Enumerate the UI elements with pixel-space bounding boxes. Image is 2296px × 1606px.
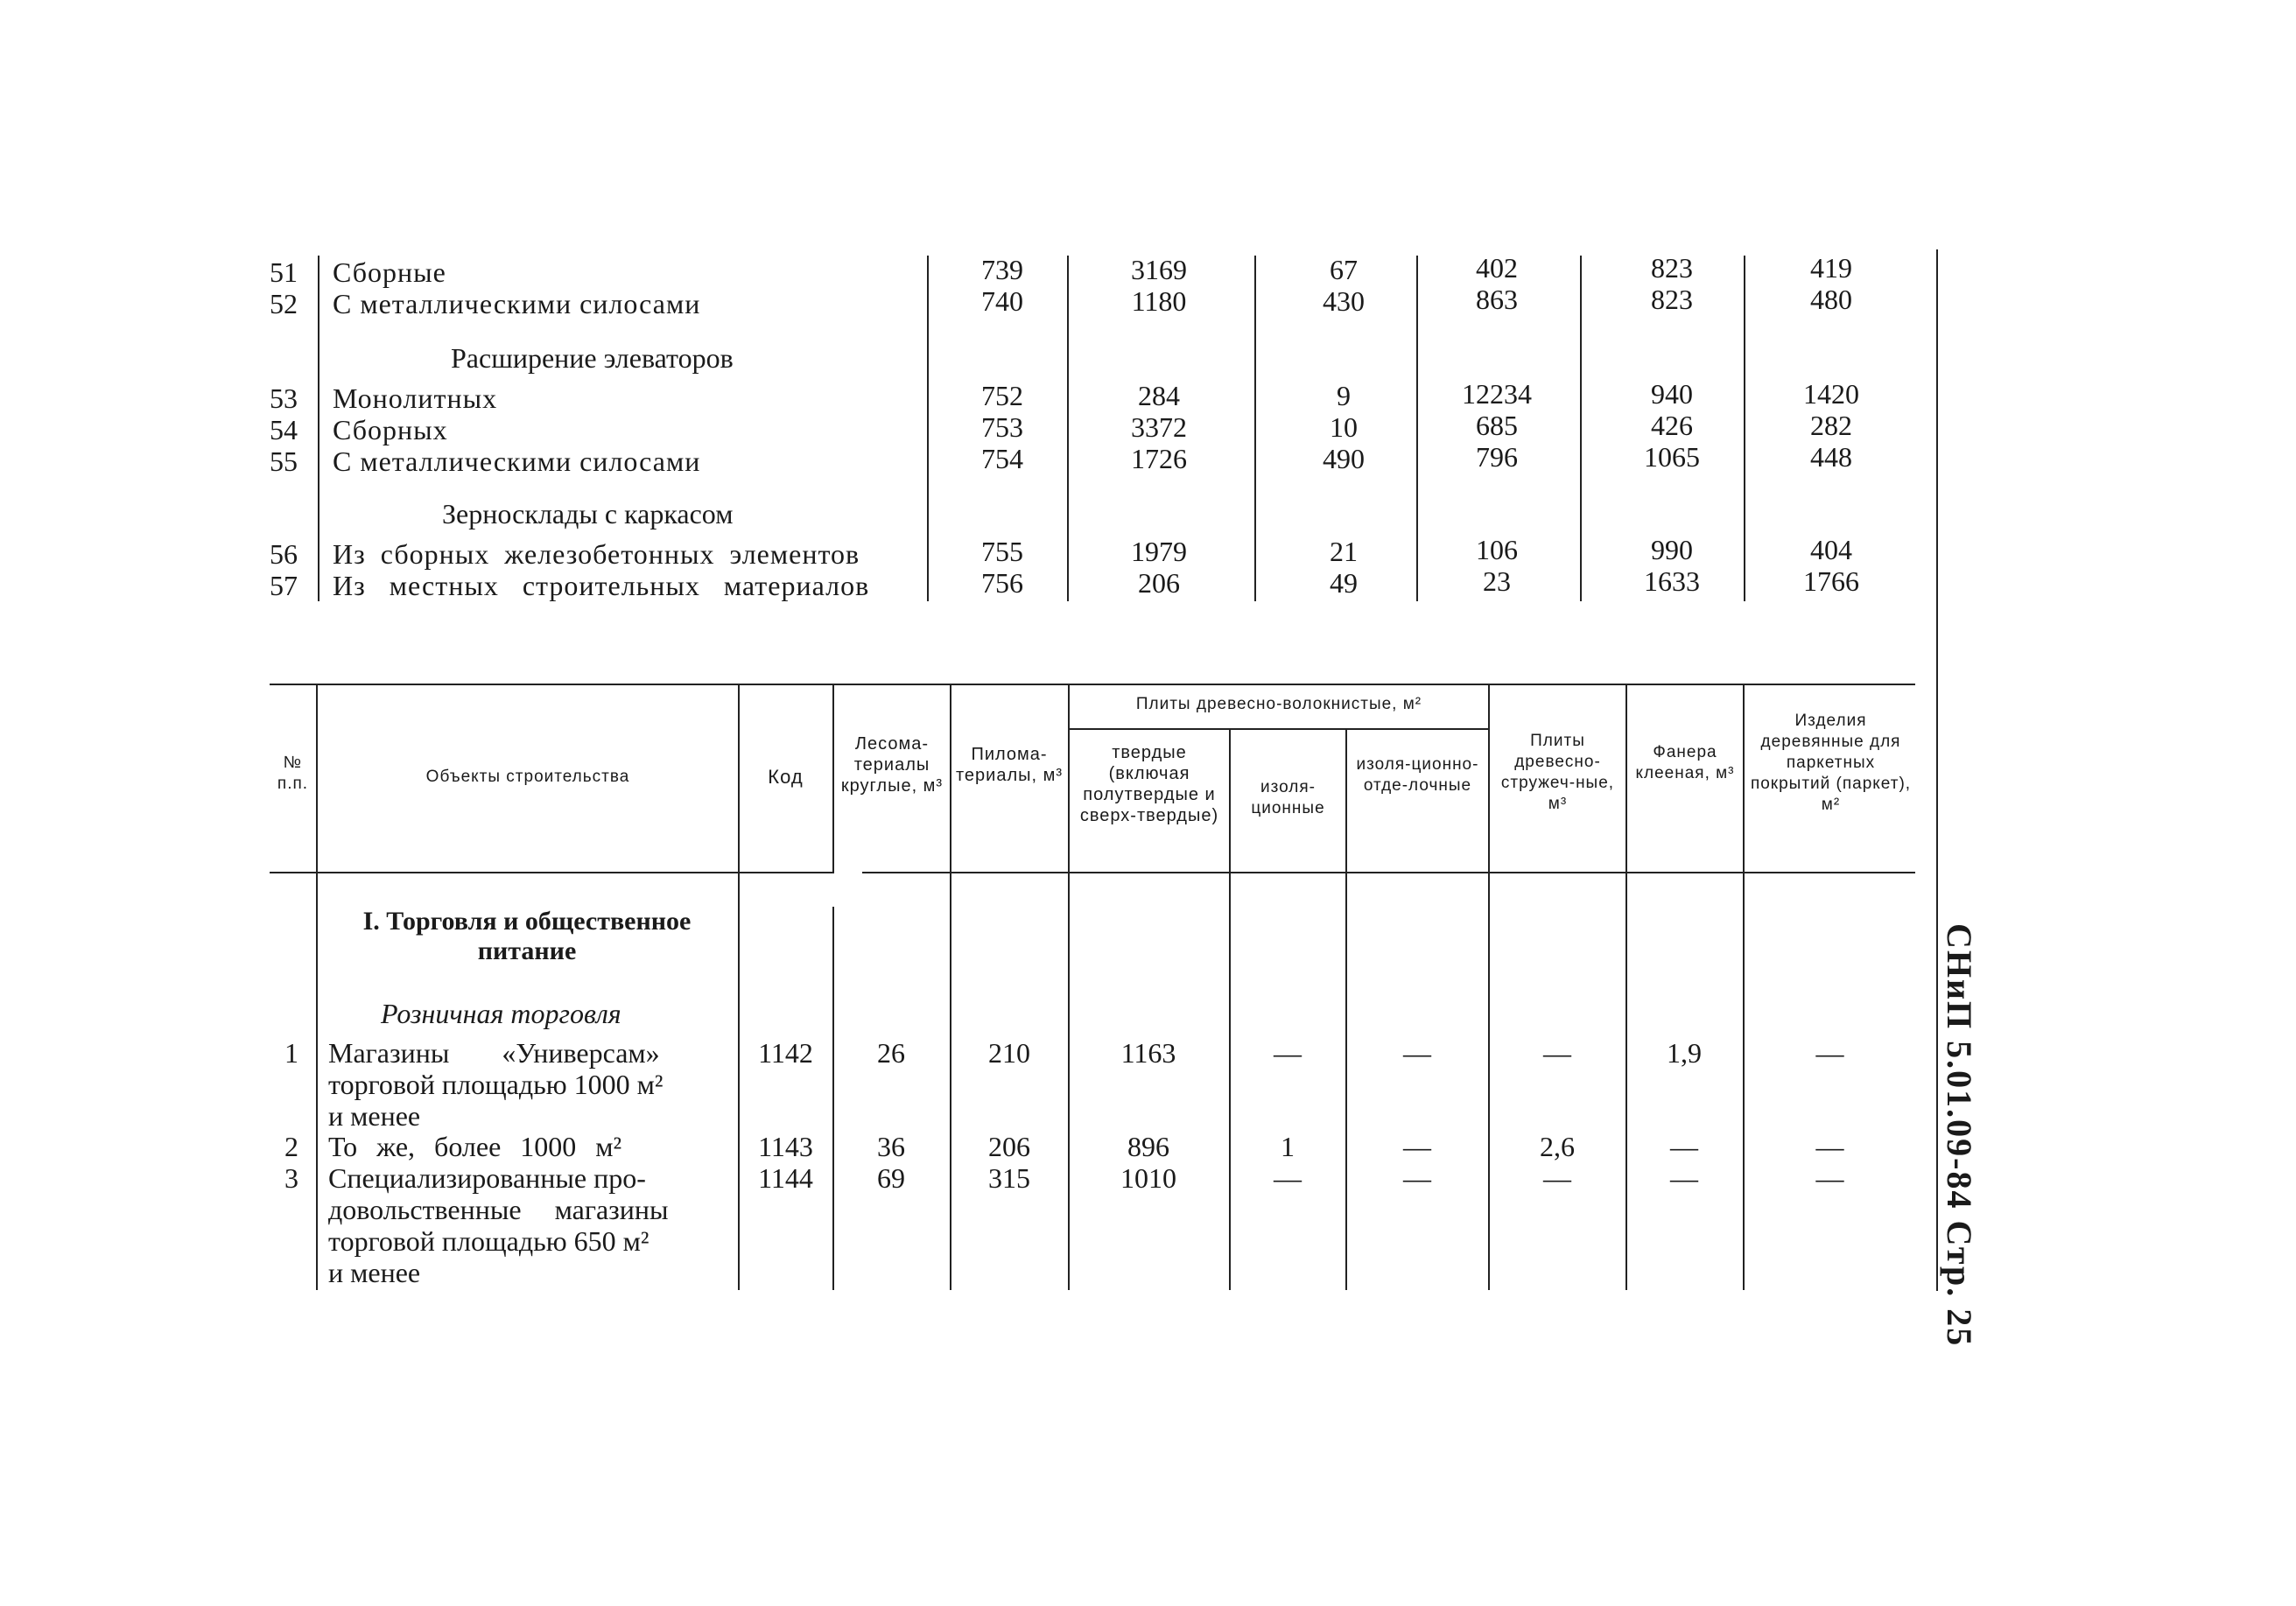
- subsection-title: Розничная торговля: [381, 998, 621, 1029]
- row-name-line: торговой площадью 1000 м²: [328, 1069, 664, 1100]
- cell-particle: —: [1543, 1162, 1571, 1194]
- cell: 426: [1651, 410, 1693, 441]
- cell: 3372: [1131, 411, 1187, 443]
- cell: 49: [1330, 567, 1358, 599]
- section-heading: Расширение элеваторов: [451, 342, 734, 374]
- fiberboard-group-rule: [1068, 728, 1488, 730]
- row-number: 2: [284, 1131, 298, 1162]
- header-plywood: Фанера клееная, м³: [1635, 743, 1735, 782]
- cell: 1979: [1131, 536, 1187, 567]
- cell: 21: [1330, 536, 1358, 567]
- row-name-line: То же, более 1000 м²: [328, 1131, 622, 1162]
- cell-code: 1143: [758, 1131, 813, 1162]
- cell: 282: [1810, 410, 1852, 441]
- cell-sawn: 206: [988, 1131, 1030, 1162]
- cell-fiber-insul: 1: [1281, 1131, 1295, 1162]
- hdr-rule: [832, 684, 834, 872]
- cell-particle: —: [1543, 1037, 1571, 1069]
- hdr-rule: [1345, 728, 1347, 872]
- header-fiber-insulating: изоля-ционные: [1251, 778, 1325, 817]
- cell: 106: [1476, 534, 1518, 565]
- cell-fiber-hard: 1010: [1120, 1162, 1176, 1194]
- cell-sawn: 315: [988, 1162, 1030, 1194]
- row-name-line: довольственные магазины: [328, 1194, 669, 1225]
- row-number: 1: [284, 1037, 298, 1069]
- cell: 823: [1651, 252, 1693, 284]
- row-number: 52: [270, 288, 298, 319]
- header-bottom-rule: [270, 872, 834, 873]
- cell: 430: [1323, 285, 1365, 317]
- cell-parquet: —: [1815, 1131, 1844, 1162]
- cell: 823: [1651, 284, 1693, 315]
- row-number: 53: [270, 382, 298, 414]
- body-rule: [950, 872, 951, 1290]
- header-bottom-rule: [862, 872, 1915, 873]
- body-rule: [1229, 872, 1231, 1290]
- page-right-rule: [1936, 249, 1938, 1291]
- row-name: Из сборных железобетонных элементов: [333, 538, 860, 570]
- rule-name: [927, 256, 929, 601]
- row-number: 54: [270, 414, 298, 445]
- cell: 448: [1810, 441, 1852, 473]
- cell: 419: [1810, 252, 1852, 284]
- body-rule: [316, 872, 318, 1290]
- row-name-line: и менее: [328, 1257, 421, 1288]
- header-num: № п.п.: [277, 754, 309, 793]
- header-parquet: Изделия деревянные для паркетных покрытий (паркет), м²: [1750, 712, 1912, 814]
- header-top-rule: [270, 684, 1915, 685]
- hdr-rule: [1625, 684, 1627, 872]
- cell: 67: [1330, 254, 1358, 285]
- row-number: 55: [270, 445, 298, 477]
- header-particleboard: Плиты древесно-стружеч-ные, м³: [1500, 732, 1615, 813]
- row-name-line: Магазины «Универсам»: [328, 1037, 660, 1069]
- hdr-rule: [1229, 728, 1231, 872]
- row-name: Сборные: [333, 256, 446, 288]
- cell-sawn: 210: [988, 1037, 1030, 1069]
- rule-c1: [1067, 256, 1069, 601]
- row-name-line: Специализированные про-: [328, 1162, 646, 1194]
- row-name: С металлическими силосами: [333, 445, 701, 477]
- cell: 284: [1138, 380, 1180, 411]
- cell: 402: [1476, 252, 1518, 284]
- cell-code: 1142: [758, 1037, 813, 1069]
- rule-c2: [1254, 256, 1256, 601]
- body-rule: [1345, 872, 1347, 1290]
- cell-code: 755: [981, 536, 1023, 567]
- cell: 206: [1138, 567, 1180, 599]
- cell-plywood: 1,9: [1667, 1037, 1702, 1069]
- cell: 23: [1483, 565, 1511, 597]
- body-rule: [832, 907, 834, 1290]
- cell-roundwood: 69: [877, 1162, 905, 1194]
- body-rule: [1068, 872, 1070, 1290]
- cell-fiber-insul-fin: —: [1403, 1131, 1431, 1162]
- cell-code: 739: [981, 254, 1023, 285]
- cell-fiber-hard: 896: [1127, 1131, 1169, 1162]
- cell-code: 754: [981, 443, 1023, 474]
- row-number: 56: [270, 538, 298, 570]
- cell-code: 752: [981, 380, 1023, 411]
- rule-c3: [1416, 256, 1418, 601]
- header-fiber-hard: твердые (включая полутвердые и сверх-твердые): [1079, 743, 1219, 825]
- hdr-rule: [1488, 684, 1490, 872]
- header-roundwood: Лесома-териалы круглые, м³: [840, 734, 944, 796]
- section-heading: Зерносклады с каркасом: [442, 498, 734, 529]
- body-rule: [1743, 872, 1745, 1290]
- row-number: 51: [270, 256, 298, 288]
- body-rule: [1488, 872, 1490, 1290]
- rule-c5: [1744, 256, 1745, 601]
- cell: 12234: [1462, 378, 1532, 410]
- cell-fiber-hard: 1163: [1120, 1037, 1176, 1069]
- cell: 1726: [1131, 443, 1187, 474]
- header-code: Код: [768, 766, 804, 788]
- row-name: Сборных: [333, 414, 448, 445]
- header-fiberboard-group: Плиты древесно-волокнистые, м²: [1135, 695, 1422, 713]
- section-title: I. Торговля и общественное питание: [362, 907, 692, 965]
- cell: 796: [1476, 441, 1518, 473]
- body-rule: [738, 872, 740, 1290]
- cell: 990: [1651, 534, 1693, 565]
- cell-fiber-insul-fin: —: [1403, 1037, 1431, 1069]
- body-rule: [1625, 872, 1627, 1290]
- hdr-rule: [1068, 684, 1070, 872]
- cell-roundwood: 26: [877, 1037, 905, 1069]
- header-objects: Объекты строительства: [425, 768, 630, 786]
- hdr-rule: [316, 684, 318, 872]
- page-stamp: СНиП 5.01.09-84 Стр. 25: [1940, 923, 1979, 1348]
- row-name: С металлическими силосами: [333, 288, 701, 319]
- cell-fiber-insul: —: [1274, 1037, 1302, 1069]
- cell: 3169: [1131, 254, 1187, 285]
- row-number: 57: [270, 570, 298, 601]
- cell-roundwood: 36: [877, 1131, 905, 1162]
- cell: 1420: [1803, 378, 1859, 410]
- cell-parquet: —: [1815, 1162, 1844, 1194]
- cell-plywood: —: [1670, 1131, 1698, 1162]
- rule-num: [318, 256, 319, 601]
- cell: 9: [1337, 380, 1351, 411]
- row-name: Из местных строительных материалов: [333, 570, 870, 601]
- cell: 1180: [1131, 285, 1187, 317]
- cell: 1065: [1644, 441, 1700, 473]
- cell-code: 1144: [758, 1162, 813, 1194]
- cell-plywood: —: [1670, 1162, 1698, 1194]
- cell-fiber-insul: —: [1274, 1162, 1302, 1194]
- cell: 685: [1476, 410, 1518, 441]
- cell: 404: [1810, 534, 1852, 565]
- cell: 480: [1810, 284, 1852, 315]
- row-number: 3: [284, 1162, 298, 1194]
- header-sawn: Пилома-териалы, м³: [955, 745, 1064, 785]
- cell: 863: [1476, 284, 1518, 315]
- row-name-line: и менее: [328, 1100, 421, 1132]
- cell: 1633: [1644, 565, 1700, 597]
- cell-code: 753: [981, 411, 1023, 443]
- row-name-line: торговой площадью 650 м²: [328, 1225, 649, 1257]
- hdr-rule: [950, 684, 951, 872]
- header-fiber-insul-finishing: изоля-ционно-отде-лочные: [1356, 755, 1479, 795]
- rule-c4: [1580, 256, 1582, 601]
- cell-parquet: —: [1815, 1037, 1844, 1069]
- row-name: Монолитных: [333, 382, 498, 414]
- cell-code: 756: [981, 567, 1023, 599]
- cell: 10: [1330, 411, 1358, 443]
- cell: 1766: [1803, 565, 1859, 597]
- cell-particle: 2,6: [1540, 1131, 1575, 1162]
- cell-code: 740: [981, 285, 1023, 317]
- cell-fiber-insul-fin: —: [1403, 1162, 1431, 1194]
- cell: 940: [1651, 378, 1693, 410]
- hdr-rule: [1743, 684, 1745, 872]
- cell: 490: [1323, 443, 1365, 474]
